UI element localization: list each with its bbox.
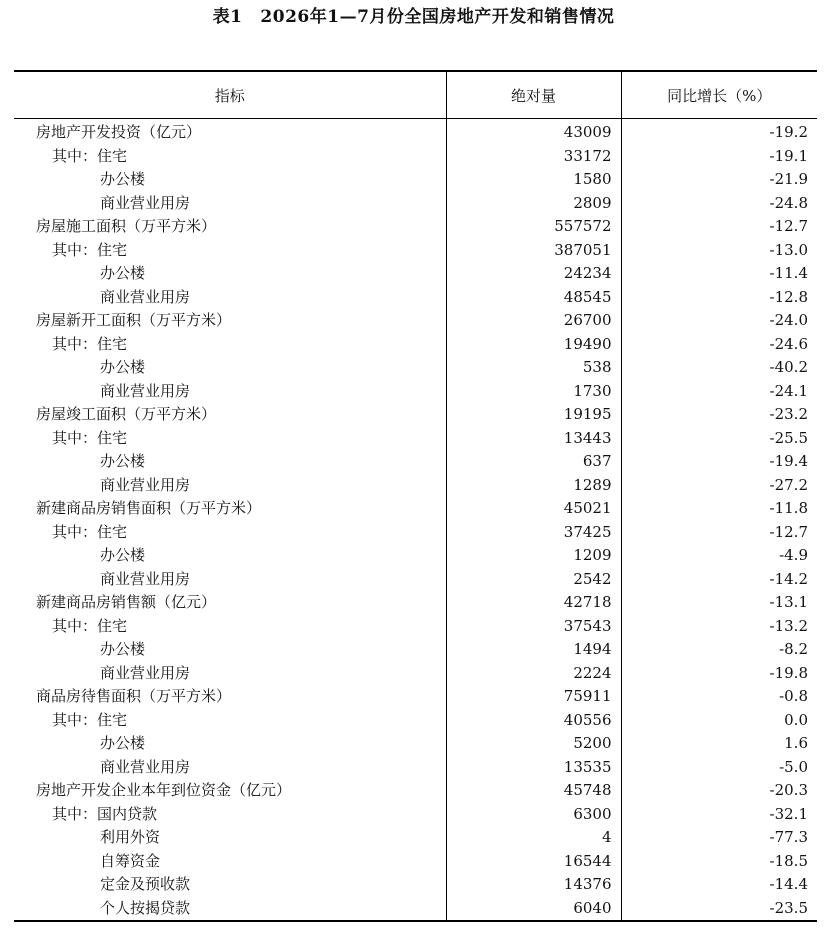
table-row <box>14 873 817 897</box>
value-cell: 538 <box>446 356 621 380</box>
value-cell: 6300 <box>446 803 621 827</box>
value-cell: 45748 <box>446 779 621 803</box>
indicator-cell: 房屋施工面积（万平方米） <box>36 217 217 235</box>
value-cell: 5200 <box>446 732 621 756</box>
indicator-cell: 其中：住宅 <box>52 146 128 165</box>
table-row <box>14 521 817 545</box>
indicator-cell: 新建商品房销售额（亿元） <box>36 593 217 611</box>
table-header-row <box>14 71 817 119</box>
value-cell: 24234 <box>446 262 621 286</box>
value-cell: 16544 <box>446 850 621 874</box>
value-cell: 637 <box>446 450 621 474</box>
indicator-cell: 办公楼 <box>100 734 146 752</box>
table-row <box>14 286 817 310</box>
value-cell: 19490 <box>446 333 621 357</box>
table-row <box>14 333 817 357</box>
growth-cell: -32.1 <box>621 803 817 827</box>
value-cell: 45021 <box>446 497 621 521</box>
growth-cell: -20.3 <box>621 779 817 803</box>
growth-cell: -40.2 <box>621 356 817 380</box>
indicator-cell: 定金及预收款 <box>100 875 191 893</box>
value-cell: 37543 <box>446 615 621 639</box>
indicator-cell: 商业营业用房 <box>100 287 191 306</box>
growth-cell: -21.9 <box>621 168 817 192</box>
indicator-cell: 自筹资金 <box>100 851 161 870</box>
table-row <box>14 474 817 498</box>
growth-cell: -27.2 <box>621 474 817 498</box>
indicator-cell: 房屋新开工面积（万平方米） <box>36 311 232 329</box>
indicator-cell: 其中：国内贷款 <box>52 804 158 823</box>
indicator-cell: 房地产开发投资（亿元） <box>36 123 202 141</box>
value-cell: 13535 <box>446 756 621 780</box>
growth-cell: -19.8 <box>621 662 817 686</box>
header-absolute-value: 绝对量 <box>446 71 621 119</box>
table-row <box>14 591 817 615</box>
table-row <box>14 309 817 333</box>
value-cell: 557572 <box>446 215 621 239</box>
table-row <box>14 119 817 145</box>
value-cell: 33172 <box>446 145 621 169</box>
growth-cell: -14.4 <box>621 873 817 897</box>
table-row <box>14 427 817 451</box>
table-row <box>14 192 817 216</box>
indicator-cell: 办公楼 <box>100 640 146 658</box>
header-yoy-growth: 同比增长（%） <box>621 71 817 119</box>
indicator-cell: 办公楼 <box>100 170 146 188</box>
growth-cell: -11.4 <box>621 262 817 286</box>
growth-cell: -5.0 <box>621 756 817 780</box>
table-title-text: 2026年1—7月份全国房地产开发和销售情况 <box>260 7 615 27</box>
table-row <box>14 662 817 686</box>
value-cell: 13443 <box>446 427 621 451</box>
growth-cell: -19.2 <box>621 119 817 145</box>
growth-cell: -77.3 <box>621 826 817 850</box>
value-cell: 1730 <box>446 380 621 404</box>
growth-cell: -24.1 <box>621 380 817 404</box>
growth-cell: -19.4 <box>621 450 817 474</box>
value-cell: 1209 <box>446 544 621 568</box>
growth-cell: -13.2 <box>621 615 817 639</box>
table-row <box>14 779 817 803</box>
value-cell: 2809 <box>446 192 621 216</box>
table-row <box>14 544 817 568</box>
indicator-cell: 商业营业用房 <box>100 663 191 682</box>
growth-cell: -18.5 <box>621 850 817 874</box>
table-row <box>14 897 817 922</box>
growth-cell: -23.5 <box>621 897 817 922</box>
indicator-cell: 房屋竣工面积（万平方米） <box>36 405 217 423</box>
table-row <box>14 356 817 380</box>
table-row <box>14 568 817 592</box>
table-row <box>14 732 817 756</box>
growth-cell: -12.8 <box>621 286 817 310</box>
indicator-cell: 商品房待售面积（万平方米） <box>36 687 232 705</box>
growth-cell: -4.9 <box>621 544 817 568</box>
indicator-cell: 办公楼 <box>100 546 146 564</box>
value-cell: 75911 <box>446 685 621 709</box>
indicator-cell: 其中：住宅 <box>52 616 128 635</box>
value-cell: 1289 <box>446 474 621 498</box>
value-cell: 14376 <box>446 873 621 897</box>
indicator-cell: 利用外资 <box>100 828 161 846</box>
table-row <box>14 215 817 239</box>
data-table <box>14 70 817 922</box>
table-row <box>14 615 817 639</box>
value-cell: 40556 <box>446 709 621 733</box>
growth-cell: -8.2 <box>621 638 817 662</box>
table-row <box>14 145 817 169</box>
value-cell: 1580 <box>446 168 621 192</box>
indicator-cell: 办公楼 <box>100 452 146 470</box>
value-cell: 4 <box>446 826 621 850</box>
indicator-cell: 办公楼 <box>100 358 146 376</box>
value-cell: 19195 <box>446 403 621 427</box>
indicator-cell: 商业营业用房 <box>100 193 191 212</box>
table-row <box>14 685 817 709</box>
growth-cell: 0.0 <box>621 709 817 733</box>
indicator-cell: 其中：住宅 <box>52 334 128 353</box>
value-cell: 1494 <box>446 638 621 662</box>
growth-cell: -13.1 <box>621 591 817 615</box>
growth-cell: -23.2 <box>621 403 817 427</box>
table-row <box>14 638 817 662</box>
growth-cell: -12.7 <box>621 215 817 239</box>
growth-cell: -19.1 <box>621 145 817 169</box>
value-cell: 387051 <box>446 239 621 263</box>
value-cell: 2542 <box>446 568 621 592</box>
growth-cell: -14.2 <box>621 568 817 592</box>
value-cell: 6040 <box>446 897 621 922</box>
indicator-cell: 其中：住宅 <box>52 710 128 729</box>
table-title <box>0 2 827 27</box>
indicator-cell: 商业营业用房 <box>100 475 191 494</box>
table-row <box>14 497 817 521</box>
indicator-cell: 办公楼 <box>100 264 146 282</box>
growth-cell: -0.8 <box>621 685 817 709</box>
value-cell: 2224 <box>446 662 621 686</box>
growth-cell: -12.7 <box>621 521 817 545</box>
value-cell: 37425 <box>446 521 621 545</box>
growth-cell: -25.5 <box>621 427 817 451</box>
value-cell: 48545 <box>446 286 621 310</box>
indicator-cell: 商业营业用房 <box>100 569 191 588</box>
table-row <box>14 380 817 404</box>
table-row <box>14 803 817 827</box>
table-number: 表1 <box>212 7 243 27</box>
table-row <box>14 450 817 474</box>
table-row <box>14 756 817 780</box>
indicator-cell: 新建商品房销售面积（万平方米） <box>36 499 262 517</box>
indicator-cell: 其中：住宅 <box>52 428 128 447</box>
growth-cell: -11.8 <box>621 497 817 521</box>
header-indicator: 指标 <box>14 71 446 119</box>
table-row <box>14 850 817 874</box>
indicator-cell: 商业营业用房 <box>100 381 191 400</box>
table-row <box>14 826 817 850</box>
value-cell: 43009 <box>446 119 621 145</box>
indicator-cell: 其中：住宅 <box>52 240 128 259</box>
table-body <box>14 119 817 922</box>
table-row <box>14 403 817 427</box>
table-row <box>14 239 817 263</box>
table-row <box>14 709 817 733</box>
indicator-cell: 其中：住宅 <box>52 522 128 541</box>
growth-cell: -13.0 <box>621 239 817 263</box>
value-cell: 42718 <box>446 591 621 615</box>
table-row <box>14 262 817 286</box>
growth-cell: -24.6 <box>621 333 817 357</box>
growth-cell: -24.0 <box>621 309 817 333</box>
indicator-cell: 房地产开发企业本年到位资金（亿元） <box>36 781 292 799</box>
growth-cell: -24.8 <box>621 192 817 216</box>
indicator-cell: 个人按揭贷款 <box>14 897 446 922</box>
growth-cell: 1.6 <box>621 732 817 756</box>
table-row <box>14 168 817 192</box>
indicator-cell: 商业营业用房 <box>100 757 191 776</box>
value-cell: 26700 <box>446 309 621 333</box>
